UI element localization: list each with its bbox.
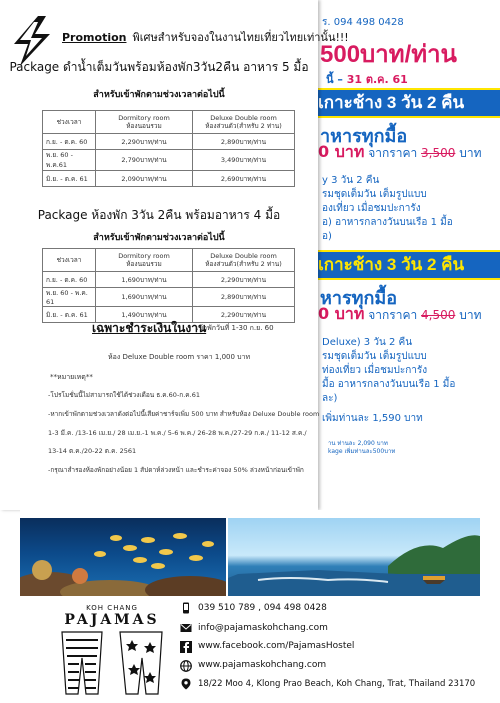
cell-deluxe: 2,290บาท/ท่าน bbox=[193, 272, 295, 288]
header-deluxe-en: Deluxe Double room bbox=[210, 252, 277, 260]
back-desc1-line: อ) bbox=[322, 231, 332, 242]
back-bar2: เกาะช้าง 3 วัน 2 คืน bbox=[300, 252, 500, 278]
underwater-photo bbox=[20, 518, 226, 596]
back-bar1: เกาะช้าง 3 วัน 2 คืน bbox=[300, 90, 500, 116]
cell-deluxe: 2,890บาท/ท่าน bbox=[193, 288, 295, 307]
facebook-icon bbox=[180, 641, 192, 653]
back-price1-old: 3,500 bbox=[421, 146, 456, 160]
header-dorm-th: ห้องนอนรวม bbox=[126, 122, 162, 130]
pajamas-logo bbox=[42, 602, 182, 698]
back-desc1 bbox=[322, 174, 453, 244]
back-price2-old: 4,500 bbox=[421, 308, 456, 322]
back-small bbox=[328, 440, 395, 456]
cell-period: ก.ย. - ต.ค. 60 bbox=[43, 272, 96, 288]
special-date: เข้าพักวันที่ 1-30 ก.ย. 60 bbox=[196, 324, 274, 332]
back-desc1-line: อ) อาหารกลางวันบนเรือ 1 มื้อ bbox=[322, 217, 453, 228]
email-icon bbox=[180, 622, 192, 634]
note-line: -โปรโมชั่นนี้ไม่สามารถใช้ได้ช่วงเดือน ธ.ค.60-ก.ค.61 bbox=[48, 391, 200, 399]
logo-name-text: PAJAMAS bbox=[64, 612, 160, 628]
beach-illustration bbox=[228, 518, 480, 596]
cell-period: มิ.ย. - ต.ค. 61 bbox=[43, 307, 96, 323]
cell-period: พ.ย. 60 - พ.ค. 61 bbox=[43, 288, 96, 307]
back-big-price: 500บาท/ท่าน bbox=[320, 41, 457, 68]
back-until-date: 31 ต.ค. 61 bbox=[346, 73, 408, 86]
header-deluxe-th: ห้องส่วนตัว(สำหรับ 2 ท่าน) bbox=[205, 260, 282, 268]
table-row bbox=[43, 272, 295, 288]
header-deluxe-en: Deluxe Double room bbox=[210, 114, 277, 122]
back-desc1-line: รมชุดเต็มวัน เต็มรูปแบบ bbox=[322, 189, 427, 200]
header-dorm-th: ห้องนอนรวม bbox=[126, 260, 162, 268]
contact-address: 18/22 Moo 4, Klong Prao Beach, Koh Chang, Trat, Thailand 23170 bbox=[198, 679, 476, 689]
table-row bbox=[43, 171, 295, 187]
header-period: ช่วงเวลา bbox=[43, 111, 96, 134]
cell-dorm: 1,490บาท/ท่าน bbox=[96, 307, 193, 323]
contact-facebook[interactable]: www.facebook.com/PajamasHostel bbox=[198, 641, 355, 651]
table-header-row bbox=[43, 111, 295, 134]
cell-period: มิ.ย. - ต.ค. 61 bbox=[43, 171, 96, 187]
table-row bbox=[43, 150, 295, 171]
header-dorm-en: Dormitory room bbox=[118, 252, 170, 260]
back-price1-from: จากราคา bbox=[368, 146, 418, 160]
header-dorm-en: Dormitory room bbox=[118, 114, 170, 122]
cell-deluxe: 2,890บาท/ท่าน bbox=[193, 134, 295, 150]
cell-dorm: 2,290บาท/ท่าน bbox=[96, 134, 193, 150]
header-dorm bbox=[96, 249, 193, 272]
table-row bbox=[43, 134, 295, 150]
header-deluxe-th: ห้องส่วนตัว(สำหรับ 2 ท่าน) bbox=[205, 122, 282, 130]
contact-email[interactable]: info@pajamaskohchang.com bbox=[198, 623, 328, 633]
pkg1-rate-table bbox=[42, 110, 295, 187]
back-desc2 bbox=[322, 336, 455, 406]
back-desc2-line: Deluxe) 3 วัน 2 คืน bbox=[322, 337, 413, 348]
cell-dorm: 1,690บาท/ท่าน bbox=[96, 272, 193, 288]
contact-phone: 039 510 789 , 094 498 0428 bbox=[198, 603, 327, 613]
promo-label: Promotion bbox=[62, 31, 127, 44]
phone-icon bbox=[180, 602, 192, 614]
pkg2-subtitle: สำหรับเข้าพักตามช่วงเวลาต่อไปนี้ bbox=[93, 233, 225, 243]
table-header-row bbox=[43, 249, 295, 272]
promo-text: พิเศษสำหรับจองในงานไทยเที่ยวไทยเท่านั้น!!! bbox=[132, 31, 349, 44]
note-line: 13-14 ต.ค./20-22 ต.ค. 2561 bbox=[48, 447, 137, 455]
cell-dorm: 2,090บาท/ท่าน bbox=[96, 171, 193, 187]
header-dorm bbox=[96, 111, 193, 134]
back-until bbox=[326, 70, 408, 88]
back-price1-unit: บาท bbox=[459, 146, 482, 160]
back-small-line: าน ท่านละ 2,090 บาท bbox=[328, 440, 388, 447]
back-flyer bbox=[300, 0, 500, 510]
back-price2-num: 0 บาท bbox=[318, 304, 365, 323]
back-until-prefix: นี้ – bbox=[326, 73, 347, 86]
cell-deluxe: 2,290บาท/ท่าน bbox=[193, 307, 295, 323]
back-desc2-line: มื้อ อาหารกลางวันบนเรือ 1 มื้อ bbox=[322, 379, 456, 390]
back-price2-from: จากราคา bbox=[368, 308, 418, 322]
back-desc1-line: y 3 วัน 2 คืน bbox=[322, 175, 380, 186]
note-line: -หากเข้าพักตามช่วงเวลาดังต่อไปนี้เสียค่าชาร์จเพิ่ม 500 บาท สำหรับห้อง Deluxe Double room bbox=[48, 410, 320, 418]
note-line: 1-3 มี.ค. /13-16 เม.ย./ 28 เม.ย.-1 พ.ค./ 5-6 พ.ค./ 26-28 พ.ค./27-29 ก.ค./ 11-12 ส.ค./ bbox=[48, 429, 307, 437]
special-title: เฉพาะชำระเงินในงาน bbox=[92, 321, 207, 335]
table-row bbox=[43, 288, 295, 307]
contact-panel bbox=[20, 510, 480, 703]
contact-website[interactable]: www.pajamaskohchang.com bbox=[198, 660, 327, 670]
location-icon bbox=[180, 678, 192, 690]
cell-dorm: 2,790บาท/ท่าน bbox=[96, 150, 193, 171]
back-price2-unit: บาท bbox=[459, 308, 482, 322]
globe-icon bbox=[180, 660, 192, 672]
back-price1 bbox=[318, 140, 481, 165]
note-line: -กรุณาสำรองห้องพักอย่างน้อย 1 สัปดาห์ล่วงหน้า และชำระค่าจอง 50% ล่วงหน้าก่อนเข้าพัก bbox=[48, 466, 304, 474]
back-desc2-line: รมชุดเต็มวัน เต็มรูปแบบ bbox=[322, 351, 427, 362]
pkg1-title: Package ดำน้ำเต็มวันพร้อมห้องพัก3วัน2คืน อาหาร 5 มื้อ bbox=[9, 60, 309, 74]
cell-period: ก.ย. - ต.ค. 60 bbox=[43, 134, 96, 150]
header-deluxe bbox=[193, 249, 295, 272]
pajamas-figure-icon bbox=[42, 628, 182, 698]
back-price1-num: 0 บาท bbox=[318, 142, 365, 161]
cell-period: พ.ย. 60 - พ.ค.61 bbox=[43, 150, 96, 171]
special-price: ห้อง Deluxe Double room ราคา 1,000 บาท bbox=[108, 353, 251, 361]
back-meal1: าหารทุกมื้อ bbox=[320, 126, 408, 146]
notes-title: **หมายเหตุ** bbox=[50, 373, 93, 381]
reef-illustration bbox=[20, 518, 226, 596]
pkg2-rate-table bbox=[42, 248, 295, 323]
cell-deluxe: 2,690บาท/ท่าน bbox=[193, 171, 295, 187]
back-price2 bbox=[318, 302, 481, 327]
cell-deluxe: 3,490บาท/ท่าน bbox=[193, 150, 295, 171]
cell-dorm: 1,690บาท/ท่าน bbox=[96, 288, 193, 307]
beach-photo bbox=[228, 518, 480, 596]
back-small-line: kage เพิ่มท่านละ500บาท bbox=[328, 448, 396, 455]
back-desc2-line: ท่องเที่ยว เมื่อชมปะการัง bbox=[322, 365, 428, 376]
logo-top-text: KOH CHANG bbox=[86, 604, 138, 612]
back-desc1-line: องเที่ยว เมื่อชมปะการัง bbox=[322, 203, 421, 214]
back-desc2-line: ละ) bbox=[322, 393, 338, 404]
back-meal2: หารทุกมื้อ bbox=[320, 288, 398, 308]
header-deluxe bbox=[193, 111, 295, 134]
header-period: ช่วงเวลา bbox=[43, 249, 96, 272]
pkg1-subtitle: สำหรับเข้าพักตามช่วงเวลาต่อไปนี้ bbox=[93, 90, 225, 100]
pkg2-title: Package ห้องพัก 3วัน 2คืน พร้อมอาหาร 4 มื้อ bbox=[37, 208, 281, 222]
back-extra: เพิ่มท่านละ 1,590 บาท bbox=[322, 413, 423, 424]
back-phone: ร. 094 498 0428 bbox=[322, 17, 404, 28]
promo-line bbox=[62, 28, 349, 46]
